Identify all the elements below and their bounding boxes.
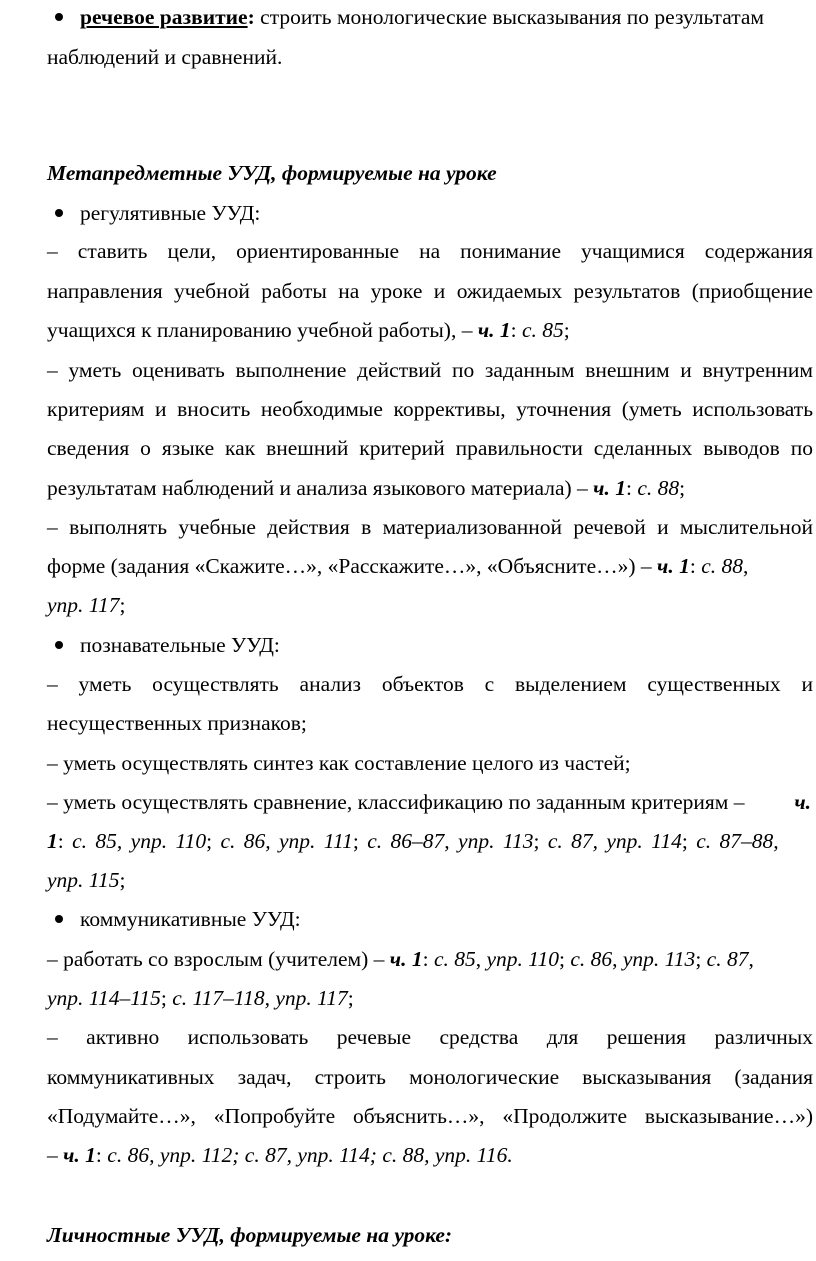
cog-item1-line1: – уметь осуществлять анализ объектов с выделением существенных и — [47, 672, 813, 696]
reg-item3-text: форме (задания «Скажите…», «Расскажите…», «Объясните…») – — [47, 554, 658, 578]
reg-item2-line3: сведения о языке как внешний критерий правильности сделанных выводов по — [47, 436, 813, 460]
reg-item2-chapter: ч. 1 — [593, 476, 626, 500]
reg-item2-line1: – уметь оценивать выполнение действий по заданным внешним и внутренним — [47, 358, 813, 382]
cog-item3-line1 — [47, 788, 813, 816]
cog-item3-ref4: с. 87, упр. 114 — [547, 829, 682, 853]
bullet-icon — [55, 641, 63, 649]
bullet-cognitive-label: познавательные УУД: — [80, 633, 280, 657]
reg-item1-line1: – ставить цели, ориентированные на понимание учащимися содержания — [47, 239, 813, 263]
com-item2-refs: с. 86, упр. 112; с. 87, упр. 114; с. 88, упр. 116. — [107, 1143, 513, 1167]
section-heading-personal: Личностные УУД, формируемые на уроке: — [47, 1223, 453, 1247]
cog-item3-line2: 1: с. 85, упр. 110; с. 86, упр. 111; с. 86–87, упр. 113; с. 87, упр. 114; с. 87–88, — [47, 829, 779, 853]
intro-text-1: строить монологические высказывания по результатам — [254, 5, 764, 29]
reg-item2-page: с. 88 — [637, 476, 680, 500]
com-item1-ref3: с. 86 — [570, 947, 613, 971]
intro-line-2: наблюдений и сравнений. — [47, 45, 283, 69]
com-item2-line2: коммуникативных задач, строить монологические высказывания (задания — [47, 1065, 813, 1089]
cog-item3-ref5b: упр. 115 — [47, 868, 120, 892]
cog-item3-ref3: с. 86–87, упр. 113 — [367, 829, 534, 853]
com-item1-ref5: с. 87 — [706, 947, 749, 971]
reg-item2-line2: критериям и вносить необходимые коррективы, уточнения (уметь использовать — [47, 397, 813, 421]
intro-colon: : — [247, 5, 255, 29]
com-item1-ref4: упр. 113 — [622, 947, 696, 971]
com-item2-chapter: ч. 1 — [63, 1143, 96, 1167]
bullet-communicative-label: коммуникативные УУД: — [80, 907, 301, 931]
reg-item3-line1: – выполнять учебные действия в материализованной речевой и мыслительной — [47, 515, 813, 539]
cog-item3-ref5: с. 87–88, — [696, 829, 779, 853]
cog-item3-chapter-num: 1 — [47, 829, 58, 853]
bullet-icon — [55, 915, 63, 923]
reg-item1-line3: учащихся к планированию учебной работы), – ч. 1: с. 85; — [47, 318, 570, 342]
com-item2-line1: – активно использовать речевые средства для решения различных — [47, 1025, 813, 1049]
bullet-regulative — [47, 199, 813, 227]
bullet-icon — [55, 209, 63, 217]
cog-item3-ref2: с. 86, упр. 111 — [220, 829, 353, 853]
cog-item1-line2: несущественных признаков; — [47, 711, 307, 735]
intro-label: речевое развитие — [80, 5, 248, 29]
intro-text — [80, 3, 764, 31]
com-item1-ref1: с. 85 — [433, 947, 476, 971]
reg-item1-page: с. 85 — [522, 318, 564, 342]
reg-item3-line2: форме (задания «Скажите…», «Расскажите…», «Объясните…») – ч. 1: с. 88, — [47, 554, 749, 578]
com-item1-ref6: упр. 114–115 — [47, 986, 161, 1010]
reg-item3-chapter: ч. 1 — [657, 554, 690, 578]
intro-bullet-line — [47, 3, 813, 31]
cog-item3-ref1: с. 85, упр. 110 — [72, 829, 207, 853]
com-item1-chapter: ч. 1 — [389, 947, 423, 971]
reg-item1-text: учащихся к планированию учебной работы), – — [47, 318, 478, 342]
cog-item3-chapter: ч. — [794, 790, 811, 814]
com-item1-ref2: упр. 110 — [486, 947, 559, 971]
bullet-cognitive — [47, 631, 813, 659]
cog-item3-text: – уметь осуществлять сравнение, классификацию по заданным критериям – — [47, 790, 745, 814]
com-item1-line2: упр. 114–115; с. 117–118, упр. 117; — [47, 986, 354, 1010]
reg-item2-text: результатам наблюдений и анализа языкового материала) – — [47, 476, 594, 500]
com-item1-line1: – работать со взрослым (учителем) – ч. 1: с. 85, упр. 110; с. 86, упр. 113; с. 87, — [47, 947, 754, 971]
section-heading-meta: Метапредметные УУД, формируемые на уроке — [47, 161, 497, 185]
cog-item2: – уметь осуществлять синтез как составление целого из частей; — [47, 751, 631, 775]
com-item2-dash: – — [47, 1143, 64, 1167]
reg-item1-line2: направления учебной работы на уроке и ожидаемых результатов (приобщение — [47, 279, 813, 303]
com-item1-text: – работать со взрослым (учителем) – — [47, 947, 390, 971]
com-item1-ref7: с. 117–118, упр. 117 — [172, 986, 348, 1010]
reg-item3-line3: упр. 117; — [47, 593, 126, 617]
reg-item3-page: с. 88 — [701, 554, 743, 578]
bullet-icon — [55, 13, 63, 21]
bullet-communicative — [47, 905, 813, 933]
bullet-regulative-label: регулятивные УУД: — [80, 201, 261, 225]
reg-item2-line4: результатам наблюдений и анализа языкового материала) – ч. 1: с. 88; — [47, 476, 686, 500]
reg-item3-exercise: упр. 117 — [47, 593, 120, 617]
cog-item3-line3: упр. 115; — [47, 868, 126, 892]
reg-item1-chapter: ч. 1 — [477, 318, 511, 342]
com-item2-line3: «Подумайте…», «Попробуйте объяснить…», «Продолжите высказывание…») — [47, 1104, 813, 1128]
com-item2-line4: – ч. 1: с. 86, упр. 112; с. 87, упр. 114; с. 88, упр. 116. — [47, 1143, 513, 1167]
